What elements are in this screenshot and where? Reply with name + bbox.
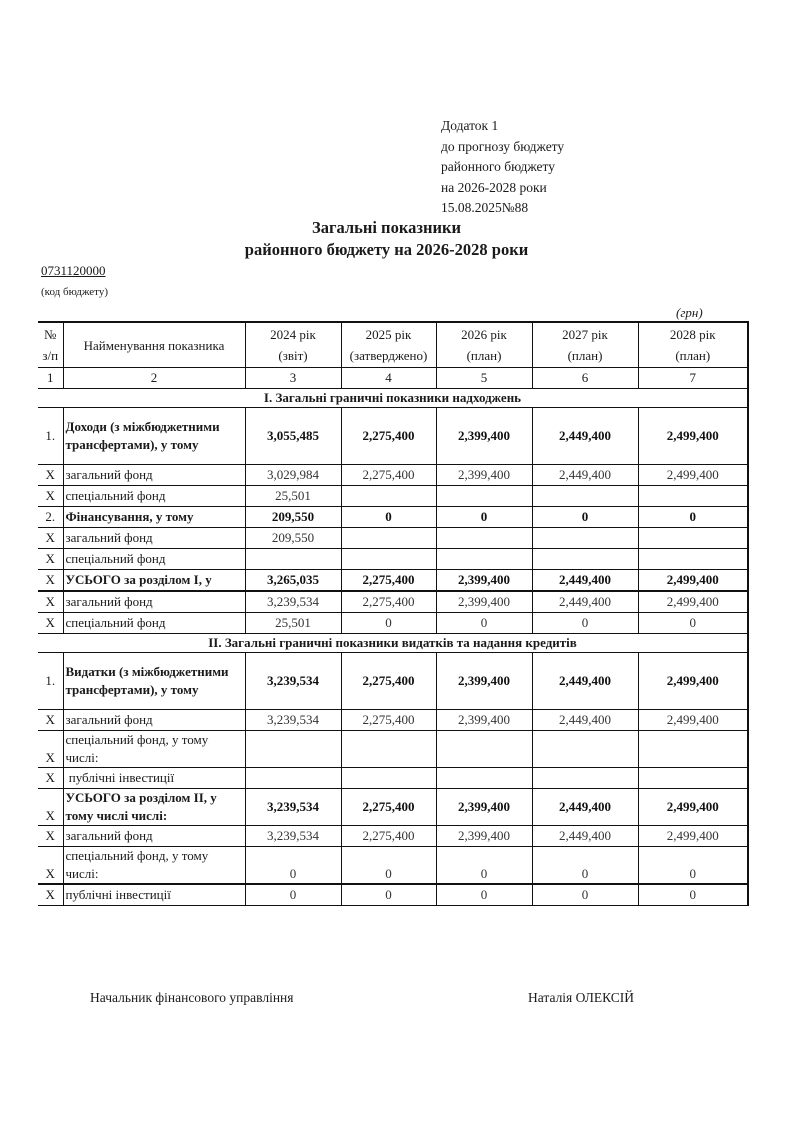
table-row [38, 408, 748, 465]
cell-2028: 2,499,400 [638, 570, 748, 592]
cell-2024: 3,239,534 [245, 591, 341, 613]
row-number: X [38, 884, 63, 906]
annex-line: Додаток 1 [441, 118, 499, 133]
cell-2025: 2,275,400 [341, 653, 436, 710]
row-name: спеціальний фонд [63, 486, 245, 507]
cell-2025 [341, 528, 436, 549]
row-number: X [38, 826, 63, 847]
cell-2025 [341, 486, 436, 507]
cell-2026 [436, 549, 532, 570]
cell-2027 [532, 549, 638, 570]
row-name: УСЬОГО за розділом ІІ, у тому числі числі: [63, 789, 245, 826]
cell-2025: 2,275,400 [341, 826, 436, 847]
cell-2027 [532, 528, 638, 549]
cell-2024: 25,501 [245, 613, 341, 634]
column-number: 6 [532, 368, 638, 389]
cell-2027: 0 [532, 884, 638, 906]
cell-2026 [436, 486, 532, 507]
row-number: X [38, 789, 63, 826]
column-number: 3 [245, 368, 341, 389]
table-row [38, 528, 748, 549]
cell-2025 [341, 549, 436, 570]
signatory-name: Наталія ОЛЕКСІЙ [528, 990, 635, 1005]
cell-2024: 0 [245, 884, 341, 906]
annex-line: 15.08.2025№88 [441, 200, 529, 215]
cell-2025 [341, 731, 436, 768]
section-header-row [38, 634, 748, 653]
row-name: загальний фонд [63, 591, 245, 613]
cell-2025: 2,275,400 [341, 465, 436, 486]
table-row [38, 884, 748, 906]
cell-2027: 2,449,400 [532, 789, 638, 826]
cell-2024 [245, 549, 341, 570]
table-row [38, 507, 748, 528]
cell-2024 [245, 768, 341, 789]
table-row [38, 465, 748, 486]
cell-2024: 3,239,534 [245, 826, 341, 847]
cell-2024: 3,055,485 [245, 408, 341, 465]
column-number: 5 [436, 368, 532, 389]
row-name: загальний фонд [63, 710, 245, 731]
row-name: спеціальний фонд [63, 549, 245, 570]
table-row [38, 591, 748, 613]
table-row [38, 613, 748, 634]
row-name: спеціальний фонд, у тому числі: [63, 847, 245, 885]
section1-title: І. Загальні граничні показники надходжень [38, 389, 748, 408]
row-number: X [38, 613, 63, 634]
cell-2026: 2,399,400 [436, 710, 532, 731]
document-title: Загальні показники [312, 218, 461, 237]
row-number: X [38, 731, 63, 768]
row-number: X [38, 847, 63, 885]
cell-2028: 0 [638, 613, 748, 634]
table-row [38, 549, 748, 570]
row-number: X [38, 570, 63, 592]
cell-2027: 0 [532, 847, 638, 885]
annex-block [441, 116, 564, 219]
cell-2024: 3,239,534 [245, 789, 341, 826]
header-row [38, 322, 748, 368]
row-name: Фінансування, у тому [63, 507, 245, 528]
row-number: 1. [38, 408, 63, 465]
row-name: загальний фонд [63, 826, 245, 847]
cell-2027: 2,449,400 [532, 570, 638, 592]
cell-2024: 209,550 [245, 528, 341, 549]
cell-2028 [638, 768, 748, 789]
table-row [38, 653, 748, 710]
row-name: публічні інвестиції [63, 884, 245, 906]
cell-2028 [638, 486, 748, 507]
row-name: загальний фонд [63, 528, 245, 549]
header-2028: 2028 рік (план) [638, 322, 748, 368]
table-row [38, 710, 748, 731]
cell-2026: 0 [436, 507, 532, 528]
cell-2027 [532, 486, 638, 507]
row-name: Видатки (з міжбюджетними трансфертами), у тому [63, 653, 245, 710]
cell-2028 [638, 731, 748, 768]
cell-2024: 3,029,984 [245, 465, 341, 486]
row-number: X [38, 528, 63, 549]
cell-2026: 0 [436, 847, 532, 885]
cell-2026 [436, 528, 532, 549]
cell-2024: 0 [245, 847, 341, 885]
annex-line: на 2026-2028 роки [441, 179, 547, 195]
cell-2028 [638, 549, 748, 570]
header-name: Найменування показника [63, 322, 245, 368]
table-row [38, 847, 748, 885]
cell-2027: 2,449,400 [532, 653, 638, 710]
cell-2027 [532, 731, 638, 768]
column-number: 7 [638, 368, 748, 389]
header-2026: 2026 рік (план) [436, 322, 532, 368]
currency-unit: (грн) [676, 305, 703, 320]
cell-2026: 2,399,400 [436, 465, 532, 486]
cell-2025: 0 [341, 507, 436, 528]
cell-2024: 3,265,035 [245, 570, 341, 592]
row-number: X [38, 710, 63, 731]
row-name: УСЬОГО за розділом І, у [63, 570, 245, 592]
cell-2026: 2,399,400 [436, 408, 532, 465]
document-subtitle: районного бюджету на 2026-2028 роки [244, 240, 529, 259]
row-name: спеціальний фонд [63, 613, 245, 634]
column-number: 4 [341, 368, 436, 389]
annex-line: районного бюджету [441, 159, 555, 174]
cell-2026: 0 [436, 884, 532, 906]
cell-2027: 2,449,400 [532, 408, 638, 465]
annex-line: до прогнозу бюджету [441, 138, 565, 154]
header-2027: 2027 рік (план) [532, 322, 638, 368]
table-row [38, 570, 748, 592]
column-number: 1 [38, 368, 63, 389]
cell-2027: 2,449,400 [532, 591, 638, 613]
cell-2028: 0 [638, 507, 748, 528]
cell-2026: 2,399,400 [436, 789, 532, 826]
cell-2026 [436, 731, 532, 768]
signatory-position: Начальник фінансового управління [90, 990, 294, 1005]
row-number: X [38, 465, 63, 486]
cell-2027: 0 [532, 613, 638, 634]
cell-2028: 2,499,400 [638, 789, 748, 826]
budget-table [38, 321, 749, 906]
cell-2025: 2,275,400 [341, 591, 436, 613]
section-header-row [38, 389, 748, 408]
cell-2028: 0 [638, 884, 748, 906]
header-no: № з/п [38, 322, 63, 368]
row-number: 2. [38, 507, 63, 528]
cell-2028: 2,499,400 [638, 465, 748, 486]
cell-2025 [341, 768, 436, 789]
row-number: X [38, 591, 63, 613]
cell-2025: 2,275,400 [341, 710, 436, 731]
cell-2025: 0 [341, 884, 436, 906]
cell-2028: 2,499,400 [638, 710, 748, 731]
cell-2026 [436, 768, 532, 789]
table-row [38, 789, 748, 826]
cell-2027: 0 [532, 507, 638, 528]
cell-2028: 0 [638, 847, 748, 885]
cell-2025: 0 [341, 847, 436, 885]
header-2024: 2024 рік (звіт) [245, 322, 341, 368]
cell-2028: 2,499,400 [638, 653, 748, 710]
row-number: 1. [38, 653, 63, 710]
budget-code: 0731120000 [41, 263, 106, 278]
cell-2024: 209,550 [245, 507, 341, 528]
row-name: публічні інвестиції [63, 768, 245, 789]
cell-2026: 0 [436, 613, 532, 634]
row-number: X [38, 486, 63, 507]
row-name: загальний фонд [63, 465, 245, 486]
row-name: спеціальний фонд, у тому числі: [63, 731, 245, 768]
budget-code-label: (код бюджету) [41, 286, 108, 298]
cell-2027: 2,449,400 [532, 465, 638, 486]
cell-2026: 2,399,400 [436, 570, 532, 592]
cell-2025: 2,275,400 [341, 789, 436, 826]
column-number: 2 [63, 368, 245, 389]
cell-2025: 0 [341, 613, 436, 634]
row-name: Доходи (з міжбюджетними трансфертами), у тому [63, 408, 245, 465]
table-row [38, 486, 748, 507]
cell-2028: 2,499,400 [638, 591, 748, 613]
row-number: X [38, 768, 63, 789]
cell-2027: 2,449,400 [532, 710, 638, 731]
cell-2024 [245, 731, 341, 768]
cell-2028: 2,499,400 [638, 826, 748, 847]
header-2025: 2025 рік (затверджено) [341, 322, 436, 368]
cell-2026: 2,399,400 [436, 591, 532, 613]
table-row [38, 826, 748, 847]
cell-2028: 2,499,400 [638, 408, 748, 465]
cell-2024: 3,239,534 [245, 710, 341, 731]
section2-title: ІІ. Загальні граничні показники видатків та надання кредитів [38, 634, 748, 653]
cell-2024: 25,501 [245, 486, 341, 507]
table-row [38, 768, 748, 789]
cell-2025: 2,275,400 [341, 408, 436, 465]
cell-2027 [532, 768, 638, 789]
cell-2024: 3,239,534 [245, 653, 341, 710]
column-numbers-row [38, 368, 748, 389]
row-number: X [38, 549, 63, 570]
table-row [38, 731, 748, 768]
cell-2028 [638, 528, 748, 549]
cell-2026: 2,399,400 [436, 826, 532, 847]
cell-2025: 2,275,400 [341, 570, 436, 592]
cell-2026: 2,399,400 [436, 653, 532, 710]
cell-2027: 2,449,400 [532, 826, 638, 847]
